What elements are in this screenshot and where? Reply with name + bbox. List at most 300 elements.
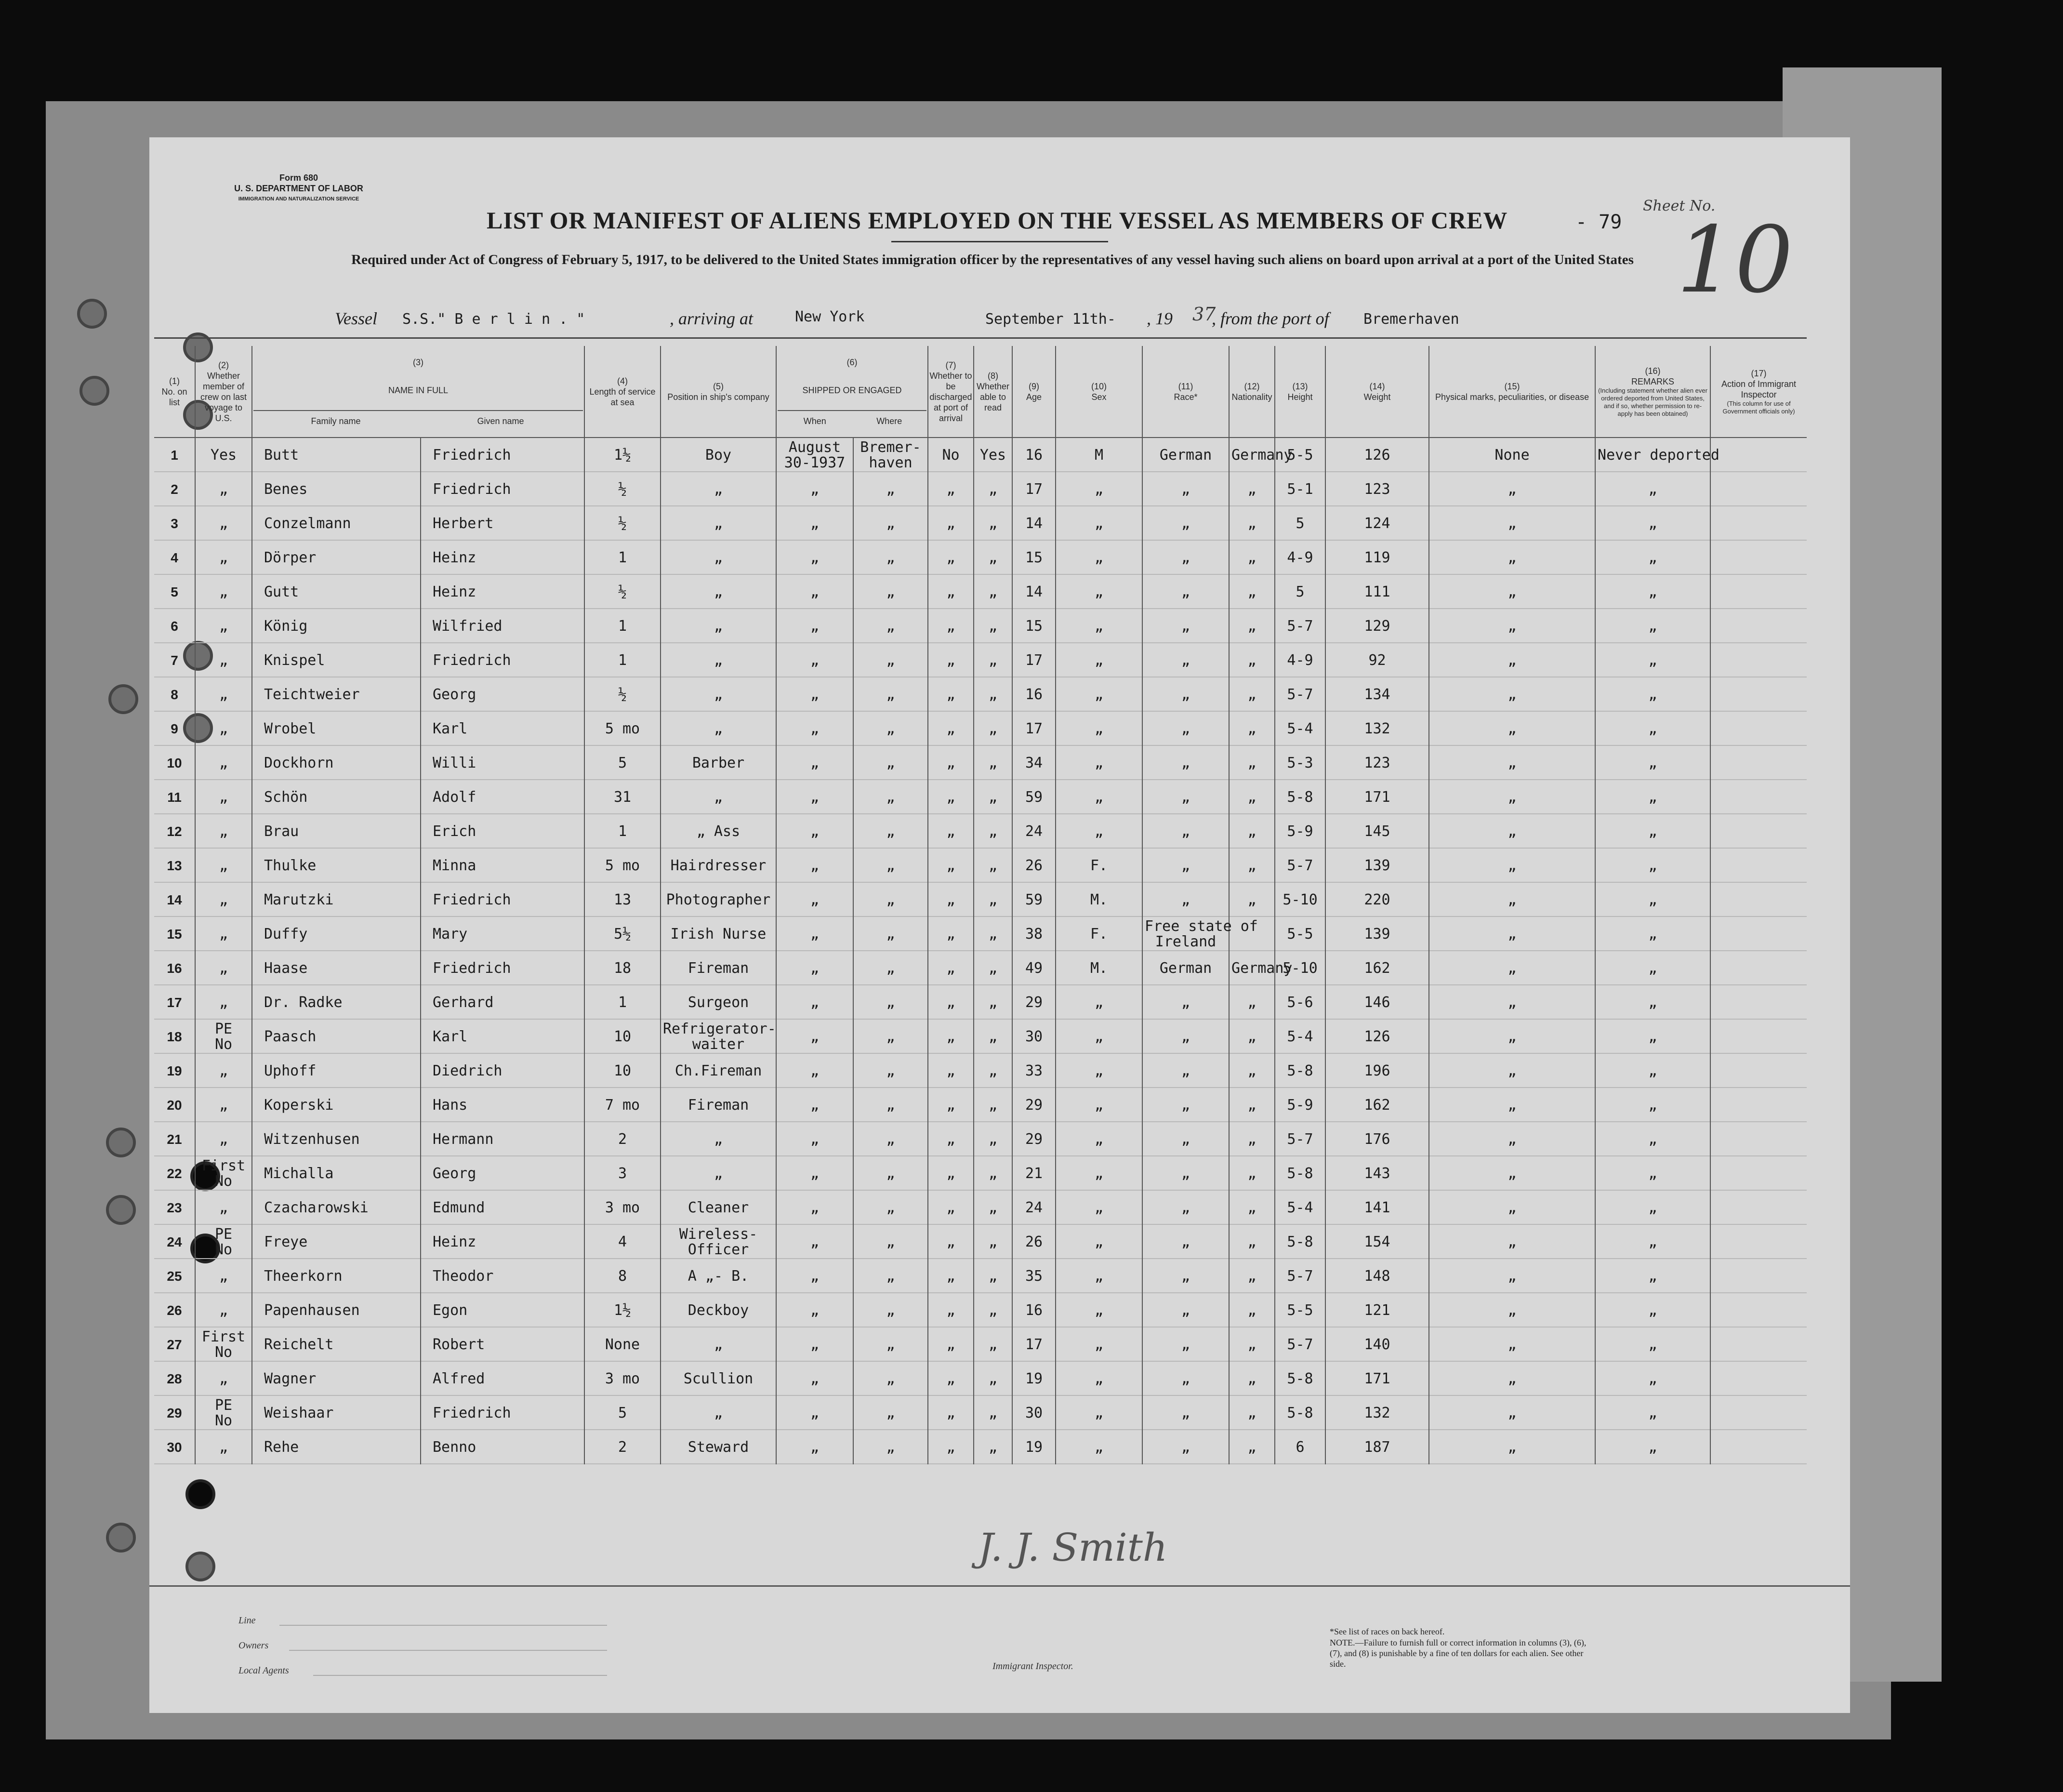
inspector-action-cell — [1710, 541, 1807, 575]
previous-voyage-cell: „ — [195, 643, 252, 677]
sex-cell: M — [1056, 438, 1142, 472]
inspector-action-cell — [1710, 1191, 1807, 1225]
physical-marks-cell: „ — [1429, 541, 1595, 575]
sex-cell: „ — [1056, 1396, 1142, 1430]
given-name-cell: Georg — [421, 677, 584, 712]
discharged-at-arrival-cell: „ — [928, 746, 974, 780]
table-row — [154, 1293, 1807, 1327]
remarks-cell: „ — [1595, 1259, 1710, 1293]
table-row — [154, 472, 1807, 506]
able-to-read-cell: „ — [974, 677, 1012, 712]
form-identifier — [212, 173, 385, 204]
previous-voyage-cell: First No — [195, 1327, 252, 1362]
remarks-cell: „ — [1595, 1054, 1710, 1088]
table-row — [154, 917, 1807, 951]
length-of-service-cell: 1½ — [584, 438, 661, 472]
inspector-action-cell — [1710, 1259, 1807, 1293]
length-of-service-cell: ½ — [584, 677, 661, 712]
height-cell: 5-8 — [1275, 1054, 1325, 1088]
where-header: Where — [876, 416, 902, 426]
row-number-cell: 29 — [167, 1405, 182, 1420]
previous-voyage-cell: „ — [195, 712, 252, 746]
shipped-when-cell: „ — [776, 1327, 853, 1362]
table-row — [154, 1156, 1807, 1191]
given-name-cell: Friedrich — [421, 438, 584, 472]
table-row — [154, 1430, 1807, 1464]
row-number-cell: 9 — [171, 721, 178, 736]
punch-hole — [106, 1195, 136, 1225]
shipped-where-cell: „ — [853, 1259, 928, 1293]
nationality-cell: „ — [1229, 1259, 1275, 1293]
discharged-at-arrival-cell: „ — [928, 1327, 974, 1362]
race-cell: German — [1142, 951, 1229, 985]
footer-line-label: Line — [238, 1615, 256, 1626]
shipped-when-cell: „ — [776, 1259, 853, 1293]
remarks-cell: „ — [1595, 1327, 1710, 1362]
row-number-cell: 21 — [167, 1131, 182, 1147]
height-cell: 5-7 — [1275, 677, 1325, 712]
family-name-header: Family name — [311, 416, 361, 426]
shipped-when-cell: „ — [776, 951, 853, 985]
shipped-where-cell: „ — [853, 1327, 928, 1362]
physical-marks-cell: „ — [1429, 1430, 1595, 1464]
race-cell: „ — [1142, 506, 1229, 541]
inspector-action-cell — [1710, 712, 1807, 746]
race-cell: „ — [1142, 883, 1229, 917]
table-row — [154, 814, 1807, 849]
age-cell: 34 — [1012, 746, 1056, 780]
table-row — [154, 1225, 1807, 1259]
given-name-cell: Friedrich — [421, 1396, 584, 1430]
shipped-where-cell: „ — [853, 746, 928, 780]
inspector-action-cell — [1710, 883, 1807, 917]
previous-voyage-cell: „ — [195, 780, 252, 814]
previous-voyage-cell: „ — [195, 985, 252, 1020]
weight-cell: 143 — [1325, 1156, 1429, 1191]
family-name-cell: Haase — [252, 951, 421, 985]
position-cell: „ — [661, 609, 776, 643]
physical-marks-cell: „ — [1429, 1293, 1595, 1327]
length-of-service-cell: 1 — [584, 814, 661, 849]
able-to-read-cell: „ — [974, 985, 1012, 1020]
able-to-read-cell: „ — [974, 780, 1012, 814]
discharged-at-arrival-cell: „ — [928, 1122, 974, 1156]
nationality-cell: „ — [1229, 1020, 1275, 1054]
discharged-at-arrival-cell: No — [928, 438, 974, 472]
physical-marks-cell: „ — [1429, 609, 1595, 643]
family-name-cell: Marutzki — [252, 883, 421, 917]
weight-cell: 92 — [1325, 643, 1429, 677]
inspector-action-cell — [1710, 609, 1807, 643]
sex-cell: „ — [1056, 1020, 1142, 1054]
inspector-action-cell — [1710, 780, 1807, 814]
row-number-cell: 1 — [171, 447, 178, 463]
able-to-read-cell: Yes — [974, 438, 1012, 472]
age-cell: 26 — [1012, 849, 1056, 883]
race-cell: „ — [1142, 1327, 1229, 1362]
height-cell: 5-6 — [1275, 985, 1325, 1020]
age-cell: 29 — [1012, 1088, 1056, 1122]
shipped-where-cell: „ — [853, 1430, 928, 1464]
physical-marks-cell: None — [1429, 438, 1595, 472]
row-number-cell: 4 — [171, 550, 178, 565]
col-15-header: (15) Physical marks, peculiarities, or disease — [1429, 346, 1595, 438]
inspector-action-cell — [1710, 814, 1807, 849]
inspector-signature: J. J. Smith — [978, 1525, 1168, 1570]
given-name-cell: Georg — [421, 1156, 584, 1191]
able-to-read-cell: „ — [974, 575, 1012, 609]
position-cell: Barber — [661, 746, 776, 780]
remarks-cell: „ — [1595, 883, 1710, 917]
length-of-service-cell: 18 — [584, 951, 661, 985]
nationality-cell: „ — [1229, 780, 1275, 814]
shipped-where-cell: „ — [853, 849, 928, 883]
able-to-read-cell: „ — [974, 506, 1012, 541]
given-name-cell: Friedrich — [421, 643, 584, 677]
previous-voyage-cell: „ — [195, 883, 252, 917]
shipped-where-cell: „ — [853, 575, 928, 609]
able-to-read-cell: „ — [974, 1191, 1012, 1225]
remarks-cell: „ — [1595, 780, 1710, 814]
weight-cell: 187 — [1325, 1430, 1429, 1464]
weight-cell: 140 — [1325, 1327, 1429, 1362]
inspector-action-cell — [1710, 438, 1807, 472]
inspector-action-cell — [1710, 472, 1807, 506]
sex-cell: „ — [1056, 1156, 1142, 1191]
family-name-cell: Conzelmann — [252, 506, 421, 541]
age-cell: 19 — [1012, 1430, 1056, 1464]
weight-cell: 139 — [1325, 917, 1429, 951]
sheet-label: Sheet No. — [1643, 198, 1716, 214]
nationality-cell: „ — [1229, 985, 1275, 1020]
weight-cell: 171 — [1325, 780, 1429, 814]
race-cell: Free state of Ireland — [1142, 917, 1229, 951]
family-name-cell: Butt — [252, 438, 421, 472]
discharged-at-arrival-cell: „ — [928, 1396, 974, 1430]
nationality-cell: „ — [1229, 1054, 1275, 1088]
row-number-cell: 16 — [167, 960, 182, 976]
shipped-where-cell: „ — [853, 1122, 928, 1156]
position-cell: „ — [661, 541, 776, 575]
remarks-cell: „ — [1595, 541, 1710, 575]
shipped-when-cell: „ — [776, 814, 853, 849]
family-name-cell: Brau — [252, 814, 421, 849]
length-of-service-cell: 4 — [584, 1225, 661, 1259]
when-header: When — [803, 416, 826, 426]
height-cell: 5-5 — [1275, 438, 1325, 472]
family-name-cell: Witzenhusen — [252, 1122, 421, 1156]
family-name-cell: Dörper — [252, 541, 421, 575]
previous-voyage-cell: „ — [195, 677, 252, 712]
family-name-cell: Knispel — [252, 643, 421, 677]
given-name-cell: Friedrich — [421, 951, 584, 985]
discharged-at-arrival-cell: „ — [928, 1191, 974, 1225]
height-cell: 5-4 — [1275, 712, 1325, 746]
able-to-read-cell: „ — [974, 712, 1012, 746]
height-cell: 5-8 — [1275, 1362, 1325, 1396]
position-cell: „ — [661, 1156, 776, 1191]
discharged-at-arrival-cell: „ — [928, 1225, 974, 1259]
table-row — [154, 1396, 1807, 1430]
age-cell: 30 — [1012, 1396, 1056, 1430]
remarks-cell: „ — [1595, 677, 1710, 712]
previous-voyage-cell: „ — [195, 575, 252, 609]
length-of-service-cell: ½ — [584, 472, 661, 506]
family-name-cell: Duffy — [252, 917, 421, 951]
able-to-read-cell: „ — [974, 1362, 1012, 1396]
shipped-where-cell: „ — [853, 814, 928, 849]
shipped-where-cell: „ — [853, 1088, 928, 1122]
punch-hole — [106, 1523, 136, 1553]
col-13-header: (13) Height — [1275, 346, 1325, 438]
shipped-where-cell: „ — [853, 1191, 928, 1225]
nationality-cell: „ — [1229, 1225, 1275, 1259]
sex-cell: „ — [1056, 1362, 1142, 1396]
length-of-service-cell: 1 — [584, 643, 661, 677]
punch-hole — [106, 1128, 136, 1157]
given-name-cell: Diedrich — [421, 1054, 584, 1088]
discharged-at-arrival-cell: „ — [928, 1259, 974, 1293]
discharged-at-arrival-cell: „ — [928, 506, 974, 541]
col-11-header: (11) Race* — [1142, 346, 1229, 438]
sex-cell: „ — [1056, 472, 1142, 506]
shipped-where-cell: „ — [853, 1054, 928, 1088]
sex-cell: „ — [1056, 541, 1142, 575]
from-port: Bremerhaven — [1363, 311, 1459, 328]
race-cell: „ — [1142, 575, 1229, 609]
table-row — [154, 1020, 1807, 1054]
given-name-cell: Robert — [421, 1327, 584, 1362]
race-cell: „ — [1142, 1225, 1229, 1259]
nationality-cell: „ — [1229, 1430, 1275, 1464]
shipped-when-cell: „ — [776, 1020, 853, 1054]
row-number-cell: 8 — [171, 687, 178, 702]
row-number-cell: 15 — [167, 926, 182, 942]
inspector-action-cell — [1710, 643, 1807, 677]
length-of-service-cell: 5½ — [584, 917, 661, 951]
race-cell: „ — [1142, 849, 1229, 883]
shipped-when-cell: „ — [776, 985, 853, 1020]
discharged-at-arrival-cell: „ — [928, 643, 974, 677]
inspector-action-cell — [1710, 1327, 1807, 1362]
shipped-where-cell: „ — [853, 506, 928, 541]
year-suffix: 37 — [1192, 304, 1216, 325]
discharged-at-arrival-cell: „ — [928, 1020, 974, 1054]
previous-voyage-cell: „ — [195, 541, 252, 575]
row-number-cell: 7 — [171, 652, 178, 668]
age-cell: 29 — [1012, 1122, 1056, 1156]
able-to-read-cell: „ — [974, 1259, 1012, 1293]
length-of-service-cell: 2 — [584, 1122, 661, 1156]
race-cell: German — [1142, 438, 1229, 472]
physical-marks-cell: „ — [1429, 780, 1595, 814]
family-name-cell: Koperski — [252, 1088, 421, 1122]
given-name-cell: Karl — [421, 1020, 584, 1054]
col-1-header: (1) No. on list — [161, 376, 187, 407]
able-to-read-cell: „ — [974, 1396, 1012, 1430]
table-row — [154, 1259, 1807, 1293]
given-name-cell: Karl — [421, 712, 584, 746]
vessel-name: S.S." B e r l i n . " — [402, 311, 585, 328]
nationality-cell: „ — [1229, 1156, 1275, 1191]
sex-cell: „ — [1056, 609, 1142, 643]
previous-voyage-cell: „ — [195, 472, 252, 506]
given-name-cell: Mary — [421, 917, 584, 951]
inspector-action-cell — [1710, 1156, 1807, 1191]
able-to-read-cell: „ — [974, 1088, 1012, 1122]
col-12-header: (12) Nationality — [1229, 346, 1275, 438]
inspector-action-cell — [1710, 1293, 1807, 1327]
crew-rows — [154, 438, 1807, 1464]
row-number-cell: 11 — [167, 789, 182, 805]
shipped-where-cell: „ — [853, 1293, 928, 1327]
nationality-cell: „ — [1229, 541, 1275, 575]
row-number-cell: 18 — [167, 1029, 182, 1044]
height-cell: 5-7 — [1275, 849, 1325, 883]
nationality-cell: „ — [1229, 1327, 1275, 1362]
height-cell: 5-7 — [1275, 1327, 1325, 1362]
shipped-where-cell: Bremer- haven — [853, 438, 928, 472]
race-cell: „ — [1142, 1362, 1229, 1396]
table-row — [154, 746, 1807, 780]
age-cell: 16 — [1012, 677, 1056, 712]
punch-hole — [79, 376, 109, 406]
remarks-cell: „ — [1595, 746, 1710, 780]
previous-voyage-cell: „ — [195, 849, 252, 883]
previous-voyage-cell: PE No — [195, 1396, 252, 1430]
shipped-when-cell: „ — [776, 712, 853, 746]
discharged-at-arrival-cell: „ — [928, 541, 974, 575]
nationality-cell: Germany — [1229, 438, 1275, 472]
position-cell: Wireless- Officer — [661, 1225, 776, 1259]
race-cell: „ — [1142, 677, 1229, 712]
sex-cell: „ — [1056, 712, 1142, 746]
nationality-cell: „ — [1229, 1088, 1275, 1122]
length-of-service-cell: None — [584, 1327, 661, 1362]
family-name-cell: König — [252, 609, 421, 643]
age-cell: 24 — [1012, 1191, 1056, 1225]
table-row — [154, 1122, 1807, 1156]
physical-marks-cell: „ — [1429, 814, 1595, 849]
weight-cell: 126 — [1325, 1020, 1429, 1054]
physical-marks-cell: „ — [1429, 1259, 1595, 1293]
weight-cell: 123 — [1325, 746, 1429, 780]
able-to-read-cell: „ — [974, 472, 1012, 506]
given-name-cell: Heinz — [421, 541, 584, 575]
age-cell: 38 — [1012, 917, 1056, 951]
length-of-service-cell: 31 — [584, 780, 661, 814]
shipped-when-cell: „ — [776, 780, 853, 814]
physical-marks-cell: „ — [1429, 575, 1595, 609]
sex-cell: F. — [1056, 849, 1142, 883]
sex-cell: „ — [1056, 780, 1142, 814]
family-name-cell: Dr. Radke — [252, 985, 421, 1020]
col-4-header: (4) Length of service at sea — [584, 346, 661, 438]
inspector-action-cell — [1710, 1088, 1807, 1122]
nationality-cell: „ — [1229, 712, 1275, 746]
shipped-when-cell: „ — [776, 609, 853, 643]
discharged-at-arrival-cell: „ — [928, 1156, 974, 1191]
given-name-cell: Edmund — [421, 1191, 584, 1225]
able-to-read-cell: „ — [974, 917, 1012, 951]
family-name-cell: Rehe — [252, 1430, 421, 1464]
height-cell: 5-10 — [1275, 951, 1325, 985]
age-cell: 14 — [1012, 575, 1056, 609]
punch-hole — [108, 684, 138, 714]
length-of-service-cell: 5 mo — [584, 849, 661, 883]
sex-cell: „ — [1056, 1054, 1142, 1088]
age-cell: 35 — [1012, 1259, 1056, 1293]
race-cell: „ — [1142, 1191, 1229, 1225]
given-name-cell: Erich — [421, 814, 584, 849]
height-cell: 5-9 — [1275, 1088, 1325, 1122]
given-name-cell: Hermann — [421, 1122, 584, 1156]
able-to-read-cell: „ — [974, 1430, 1012, 1464]
row-number-cell: 3 — [171, 516, 178, 531]
remarks-cell: „ — [1595, 712, 1710, 746]
col-2-header: (2) Whether member of crew on last voyage to U.S. — [195, 346, 252, 438]
discharged-at-arrival-cell: „ — [928, 575, 974, 609]
discharged-at-arrival-cell: „ — [928, 849, 974, 883]
family-name-cell: Theerkorn — [252, 1259, 421, 1293]
able-to-read-cell: „ — [974, 1225, 1012, 1259]
table-row — [154, 1191, 1807, 1225]
remarks-cell: „ — [1595, 985, 1710, 1020]
shipped-when-cell: „ — [776, 506, 853, 541]
remarks-cell: „ — [1595, 1088, 1710, 1122]
shipped-where-cell: „ — [853, 677, 928, 712]
position-cell: Refrigerator- waiter — [661, 1020, 776, 1054]
nationality-cell: „ — [1229, 472, 1275, 506]
discharged-at-arrival-cell: „ — [928, 814, 974, 849]
sex-cell: „ — [1056, 506, 1142, 541]
nationality-cell: „ — [1229, 1122, 1275, 1156]
age-cell: 17 — [1012, 472, 1056, 506]
previous-voyage-cell: „ — [195, 1122, 252, 1156]
discharged-at-arrival-cell: „ — [928, 1054, 974, 1088]
remarks-cell: Never deported — [1595, 438, 1710, 472]
crew-manifest-table — [154, 346, 1807, 1464]
table-row — [154, 438, 1807, 472]
row-number-cell: 22 — [167, 1166, 182, 1181]
race-cell: „ — [1142, 1122, 1229, 1156]
length-of-service-cell: 1 — [584, 985, 661, 1020]
family-name-cell: Michalla — [252, 1156, 421, 1191]
length-of-service-cell: 3 mo — [584, 1362, 661, 1396]
position-cell: „ — [661, 780, 776, 814]
weight-cell: 146 — [1325, 985, 1429, 1020]
discharged-at-arrival-cell: „ — [928, 951, 974, 985]
height-cell: 5-4 — [1275, 1020, 1325, 1054]
header-rule — [154, 337, 1807, 339]
previous-voyage-cell: „ — [195, 1191, 252, 1225]
row-number-cell: 24 — [167, 1234, 182, 1249]
shipped-when-cell: „ — [776, 472, 853, 506]
table-row — [154, 609, 1807, 643]
shipped-where-cell: „ — [853, 917, 928, 951]
family-name-cell: Reichelt — [252, 1327, 421, 1362]
previous-voyage-cell: „ — [195, 951, 252, 985]
discharged-at-arrival-cell: „ — [928, 677, 974, 712]
form-number: Form 680 — [279, 173, 318, 183]
manifest-title: LIST OR MANIFEST OF ALIENS EMPLOYED ON THE VESSEL AS MEMBERS OF CREW — [487, 207, 1508, 234]
physical-marks-cell: „ — [1429, 883, 1595, 917]
weight-cell: 176 — [1325, 1122, 1429, 1156]
sex-cell: „ — [1056, 1088, 1142, 1122]
sex-cell: „ — [1056, 575, 1142, 609]
remarks-cell: „ — [1595, 951, 1710, 985]
col-6-header: (6) SHIPPED OR ENGAGED When Where — [776, 346, 928, 438]
